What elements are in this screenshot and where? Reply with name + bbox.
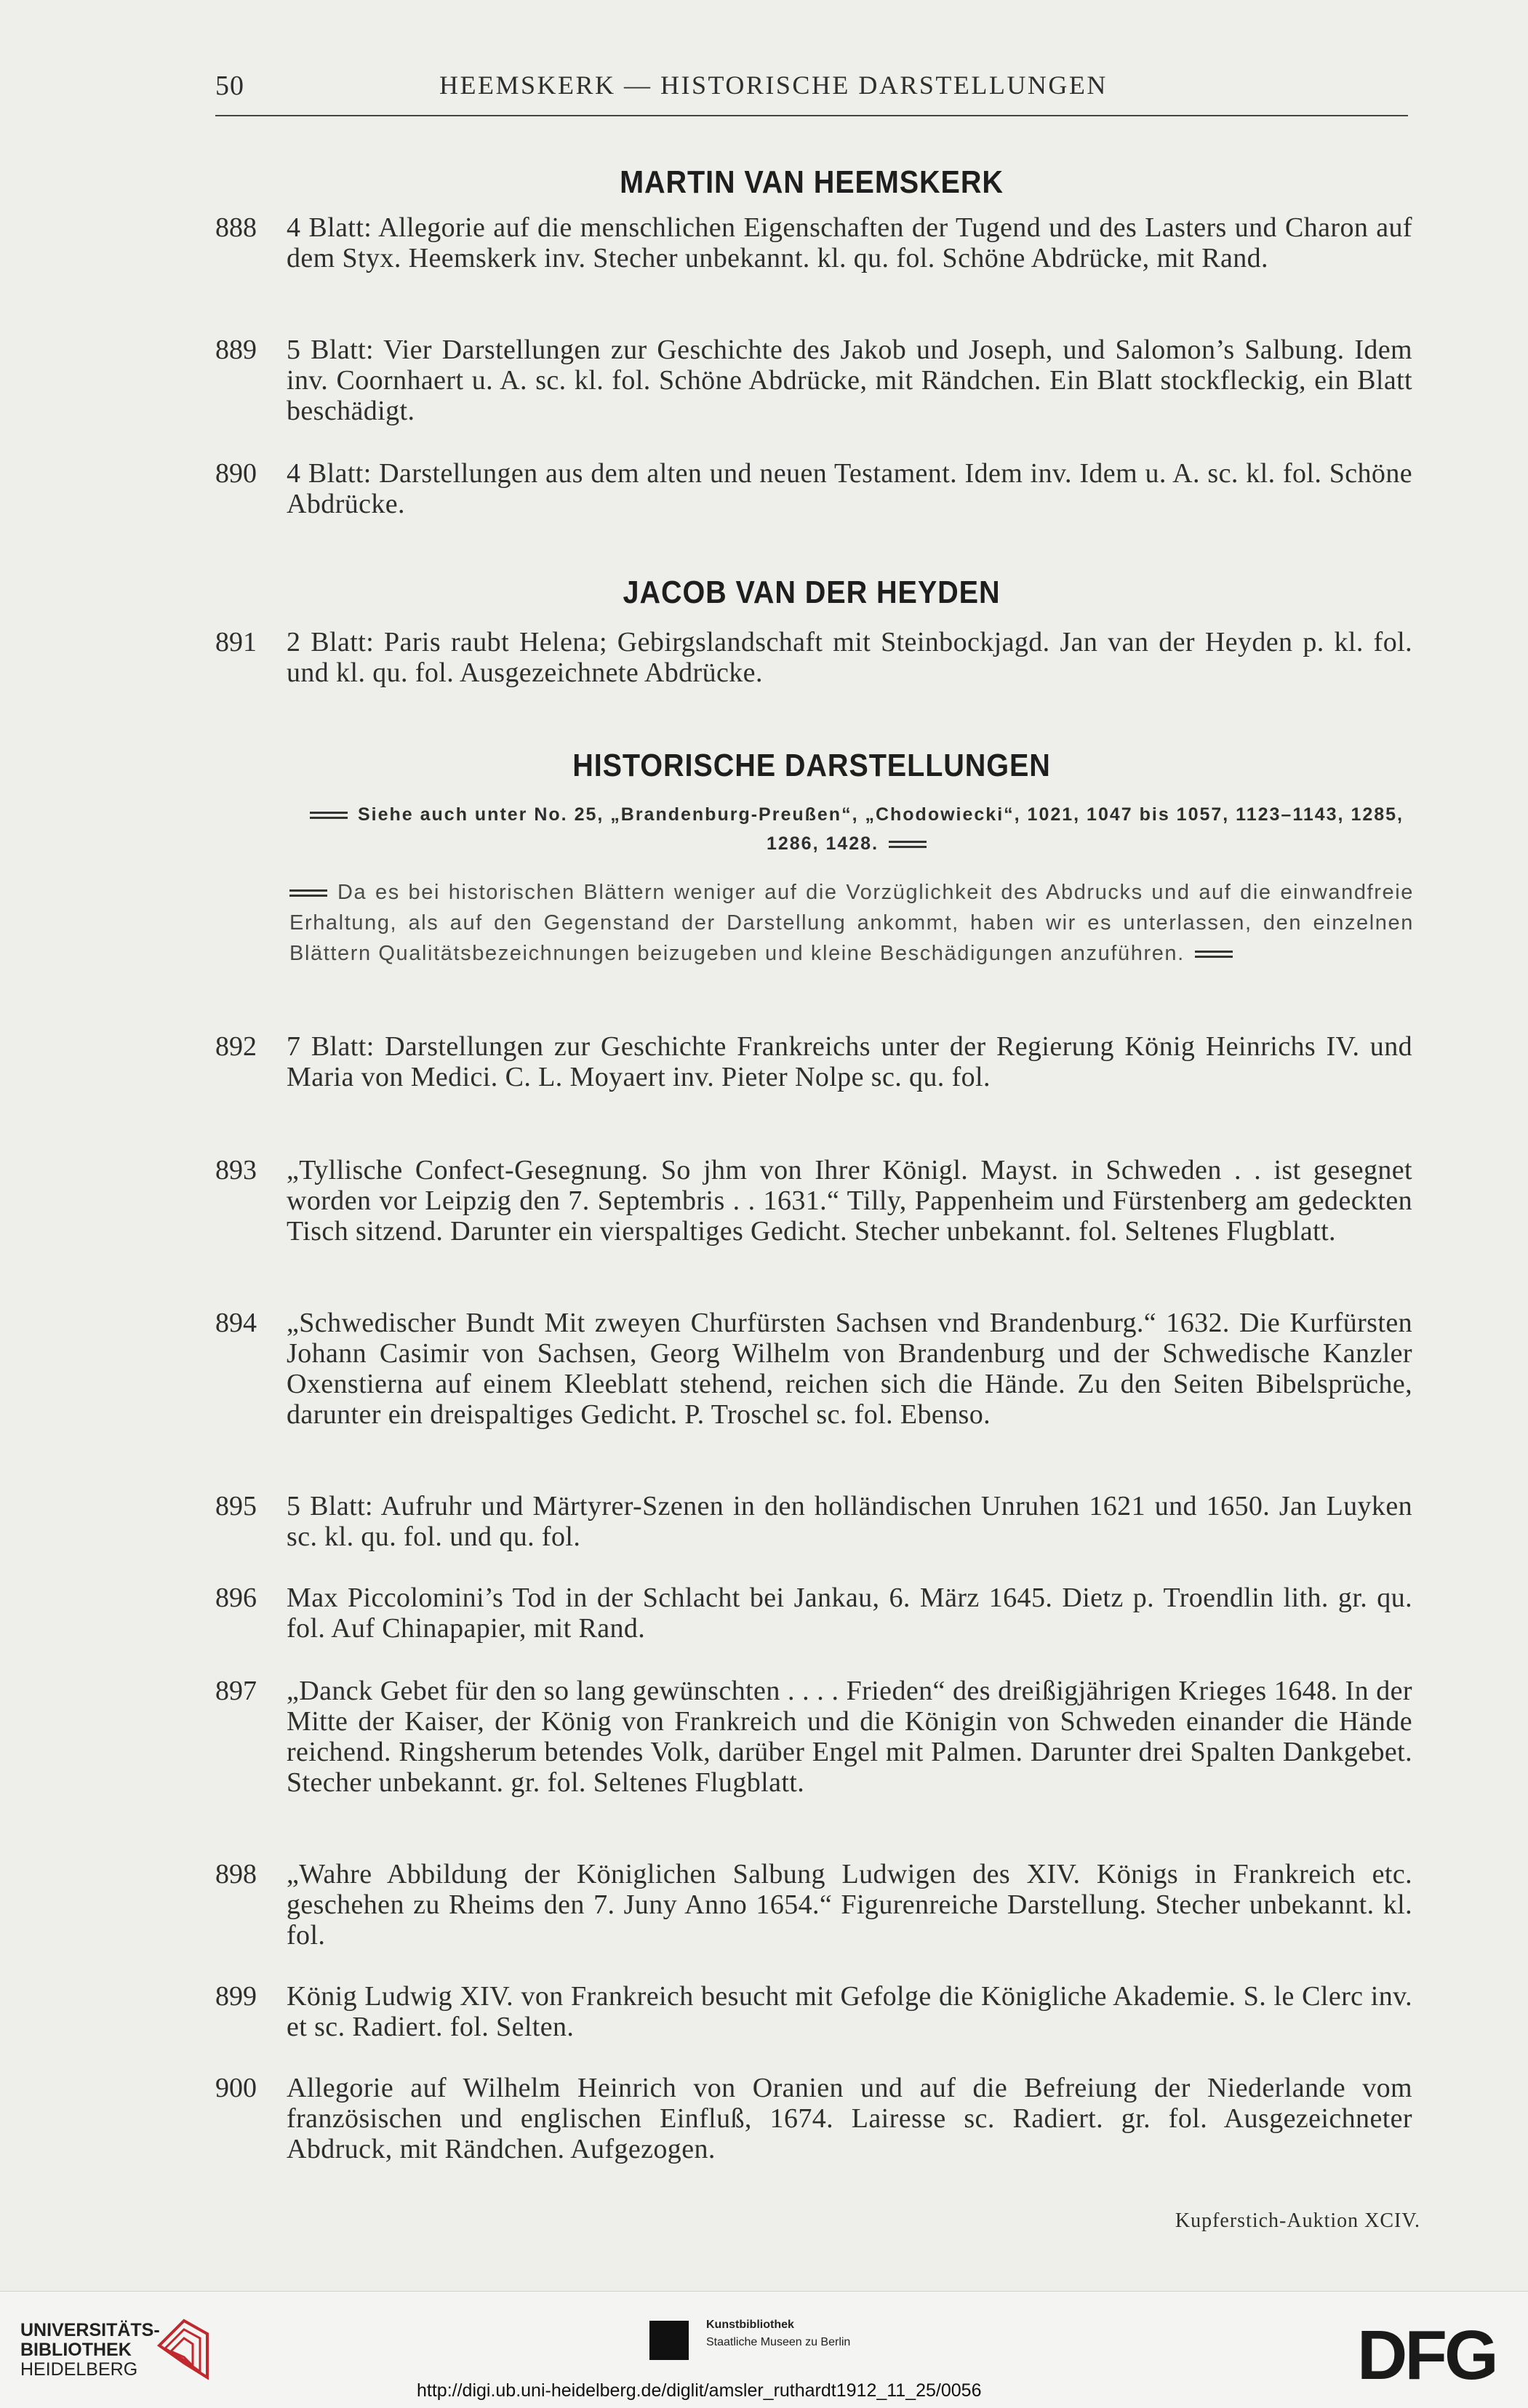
quality-text: Da es bei historischen Blättern weniger auf die Vorzüglichkeit des Abdrucks und auf die einwandfreie Erhaltung, als auf den Gegenstand der Darstellung ankommt, haben wir es unterlassen, den einzelnen Blättern Qualitätsbezeichnungen beizugeben und kleine Beschädigungen anzuführen. — [289, 881, 1414, 965]
ub-line: HEIDELBERG — [20, 2359, 138, 2380]
catalog-entry — [215, 1031, 1412, 1092]
header-rule — [215, 115, 1408, 116]
catalog-entry — [215, 1859, 1412, 1951]
entry-number: 889 — [215, 335, 257, 365]
see-also-text: Siehe auch unter No. 25, „Brandenburg-Preußen“, „Chodowiecki“, 1021, 1047 bis 1057, 1123–1143, 1285, 1286, 1428. — [357, 804, 1404, 854]
catalog-entry — [215, 1583, 1412, 1644]
dash-rule — [1195, 951, 1233, 958]
entry-text: „Tyllische Confect-Gesegnung. So jhm von Ihrer Königl. Mayst. in Schweden . . ist gesegnet worden vor Leipzig den 7. Septembris . . 1631.“ Tilly, Pappenheim und Fürstenberg am gedeckten Tisch sitzend. Darunter ein vierspaltiges Gedicht. Stecher unbekannt. fol. Seltenes Flugblatt. — [287, 1155, 1412, 1247]
section-title-historische: HISTORISCHE DARSTELLUNGEN — [572, 748, 1051, 783]
entry-text: „Danck Gebet für den so lang gewünschten . . . . Frieden“ des dreißigjährigen Krieges 1648. In der Mitte der Kaiser, der König von Frankreich und die Königin von Schweden einander die Hände reichend. Ringsherum betendes Volk, darüber Engel mit Palmen. Darunter drei Spalten Dankgebet. Stecher unbekannt. gr. fol. Seltenes Flugblatt. — [287, 1676, 1412, 1798]
entry-number: 898 — [215, 1859, 257, 1889]
entry-number: 892 — [215, 1031, 257, 1062]
entry-text: 5 Blatt: Aufruhr und Märtyrer-Szenen in den holländischen Unruhen 1621 und 1650. Jan Luyken sc. kl. qu. fol. und qu. fol. — [287, 1491, 1412, 1552]
entry-text: 5 Blatt: Vier Darstellungen zur Geschichte des Jakob und Joseph, und Salomon’s Salbung. Idem inv. Coornhaert u. A. sc. kl. fol. Schöne Abdrücke, mit Rändchen. Ein Blatt stockfleckig, ein Blatt beschädigt. — [287, 335, 1412, 426]
running-title: HEEMSKERK — HISTORISCHE DARSTELLUNGEN — [439, 71, 1108, 100]
dash-rule — [289, 889, 327, 897]
entry-number: 891 — [215, 627, 257, 657]
ub-emblem-icon — [155, 2315, 212, 2388]
ub-line: UNIVERSITÄTS- — [20, 2320, 160, 2340]
entry-number: 897 — [215, 1676, 257, 1706]
catalog-entry — [215, 1308, 1412, 1430]
permalink-url[interactable]: http://digi.ub.uni-heidelberg.de/diglit/amsler_ruthardt1912_11_25/0056 — [417, 2380, 982, 2401]
entry-number: 895 — [215, 1491, 257, 1521]
dash-rule — [889, 841, 927, 848]
entry-number: 899 — [215, 1981, 257, 2012]
section-title-heemskerk: MARTIN VAN HEEMSKERK — [620, 164, 1004, 200]
entry-text: 7 Blatt: Darstellungen zur Geschichte Frankreichs unter der Regierung König Heinrichs IV. und Maria von Medici. C. L. Moyaert inv. Pieter Nolpe sc. qu. fol. — [287, 1031, 1412, 1092]
entry-text: „Wahre Abbildung der Königlichen Salbung Ludwigen des XIV. Königs in Frankreich etc. geschehen zu Rheims den 7. Juny Anno 1654.“ Figurenreiche Darstellung. Stecher unbekannt. kl. fol. — [287, 1859, 1412, 1951]
entry-text: 2 Blatt: Paris raubt Helena; Gebirgslandschaft mit Steinbockjagd. Jan van der Heyden p. kl. fol. und kl. qu. fol. Ausgezeichnete Abdrücke. — [287, 627, 1412, 688]
entry-text: Max Piccolomini’s Tod in der Schlacht bei Jankau, 6. März 1645. Dietz p. Troendlin lith. gr. qu. fol. Auf Chinapapier, mit Rand. — [287, 1583, 1412, 1644]
catalog-entry — [215, 1155, 1412, 1247]
dfg-logo[interactable]: DFG — [1357, 2316, 1496, 2394]
ub-heidelberg-logo[interactable] — [20, 2321, 217, 2393]
entry-number: 900 — [215, 2073, 257, 2103]
ub-line: BIBLIOTHEK — [20, 2340, 132, 2360]
quality-note — [289, 877, 1414, 969]
section-title-heyden: JACOB VAN DER HEYDEN — [623, 575, 1001, 610]
catalog-entry — [215, 1676, 1412, 1798]
dash-rule — [310, 812, 348, 819]
entry-text: 4 Blatt: Allegorie auf die menschlichen Eigenschaften der Tugend und des Lasters und Charon auf dem Styx. Heemskerk inv. Stecher unbekannt. kl. qu. fol. Schöne Abdrücke, mit Rand. — [287, 212, 1412, 273]
entry-text: König Ludwig XIV. von Frankreich besucht mit Gefolge die Königliche Akademie. S. le Clerc inv. et sc. Radiert. fol. Selten. — [287, 1981, 1412, 2042]
entry-number: 894 — [215, 1308, 257, 1338]
catalog-entry — [215, 458, 1412, 519]
kunstbibliothek-logo[interactable] — [649, 2313, 882, 2372]
auction-footer: Kupferstich-Auktion XCIV. — [1175, 2209, 1420, 2232]
entry-text: Allegorie auf Wilhelm Heinrich von Oranien und auf die Befreiung der Niederlande vom französischen und englischen Einfluß, 1674. Lairesse sc. Radiert. gr. fol. Ausgezeichneter Abdruck, mit Rändchen. Aufgezogen. — [287, 2073, 1412, 2164]
kunstbibliothek-text — [706, 2316, 850, 2351]
entry-number: 890 — [215, 458, 257, 489]
kb-line: Staatliche Museen zu Berlin — [706, 2336, 851, 2348]
catalog-entry — [215, 212, 1412, 273]
running-head — [215, 70, 1408, 113]
entry-text: „Schwedischer Bundt Mit zweyen Churfürsten Sachsen vnd Brandenburg.“ 1632. Die Kurfürsten Johann Casimir von Sachsen, Georg Wilhelm von Brandenburg und der Schwedische Kanzler Oxenstierna auf einem Kleeblatt stehend, reichen sich die Hände. Zu den Seiten Bibelsprüche, darunter ein dreispaltiges Gedicht. P. Troschel sc. fol. Ebenso. — [287, 1308, 1412, 1430]
page-number: 50 — [215, 71, 244, 101]
catalog-entry — [215, 1491, 1412, 1552]
entry-number: 893 — [215, 1155, 257, 1185]
catalog-entry — [215, 1981, 1412, 2042]
catalog-entry — [215, 335, 1412, 426]
ub-logo-text — [20, 2321, 160, 2380]
catalog-entry — [215, 627, 1412, 688]
entry-text: 4 Blatt: Darstellungen aus dem alten und neuen Testament. Idem inv. Idem u. A. sc. kl. fol. Schöne Abdrücke. — [287, 458, 1412, 519]
kunstbibliothek-square-icon — [649, 2321, 689, 2360]
see-also-note — [289, 800, 1414, 858]
entry-number: 888 — [215, 212, 257, 243]
entry-number: 896 — [215, 1583, 257, 1613]
catalog-entry — [215, 2073, 1412, 2164]
digitization-footer — [0, 2291, 1528, 2408]
kb-line: Kunstbibliothek — [706, 2319, 794, 2331]
